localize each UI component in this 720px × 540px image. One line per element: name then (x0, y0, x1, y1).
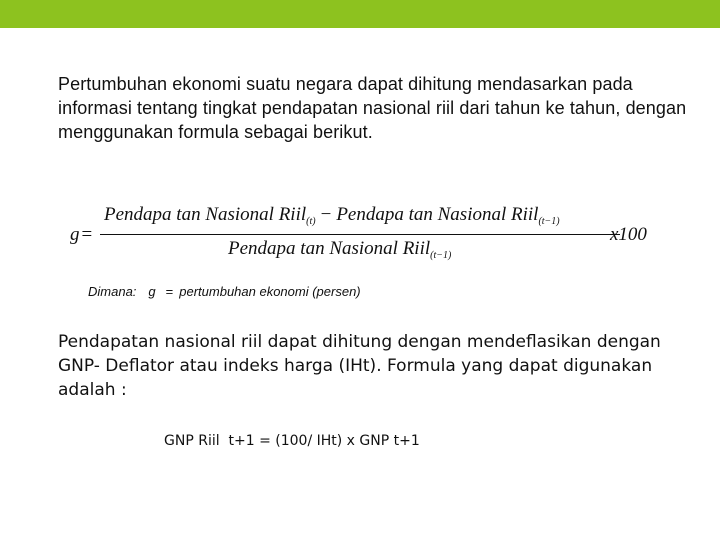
intro-paragraph: Pertumbuhan ekonomi suatu negara dapat dihitung mendasarkan pada informasi tentang tingkat pendapatan nasional riil dari tahun ke tahun, dengan menggunakan formula sebagai berikut. (58, 74, 687, 142)
formula-symbol-g: g (70, 224, 80, 245)
formula-denominator (228, 238, 451, 261)
numerator-term-2: Pendapa tan Nasional Riil (336, 204, 539, 225)
definition-label: Dimana: (88, 284, 137, 299)
denominator-term: Pendapa tan Nasional Riil (228, 238, 431, 259)
numerator-term-1: Pendapa tan Nasional Riil (104, 204, 307, 225)
formula-lhs (70, 224, 92, 246)
formula-multiplier: x100 (610, 224, 647, 245)
deflation-paragraph: Pendapatan nasional riil dapat dihitung dengan mendeflasikan dengan GNP- Deflator atau indeks harga (IHt). Formula yang dapat digunakan adalah : (58, 332, 661, 400)
numerator-sub-1: (t) (306, 216, 316, 227)
growth-formula (70, 198, 670, 268)
definition-line (88, 284, 361, 299)
gnp-formula: GNP Riil t+1 = (100/ IHt) x GNP t+1 (164, 433, 420, 449)
formula-minus: − (320, 204, 332, 225)
denominator-sub: (t−1) (430, 250, 452, 261)
top-accent-bar (0, 0, 720, 28)
definition-symbol: g (148, 284, 156, 299)
fraction-bar (100, 234, 620, 235)
definition-equals: = (165, 284, 174, 299)
formula-equals: = (81, 224, 93, 245)
formula-numerator (104, 204, 560, 227)
definition-text: pertumbuhan ekonomi (persen) (179, 284, 361, 299)
numerator-sub-2: (t−1) (538, 216, 560, 227)
